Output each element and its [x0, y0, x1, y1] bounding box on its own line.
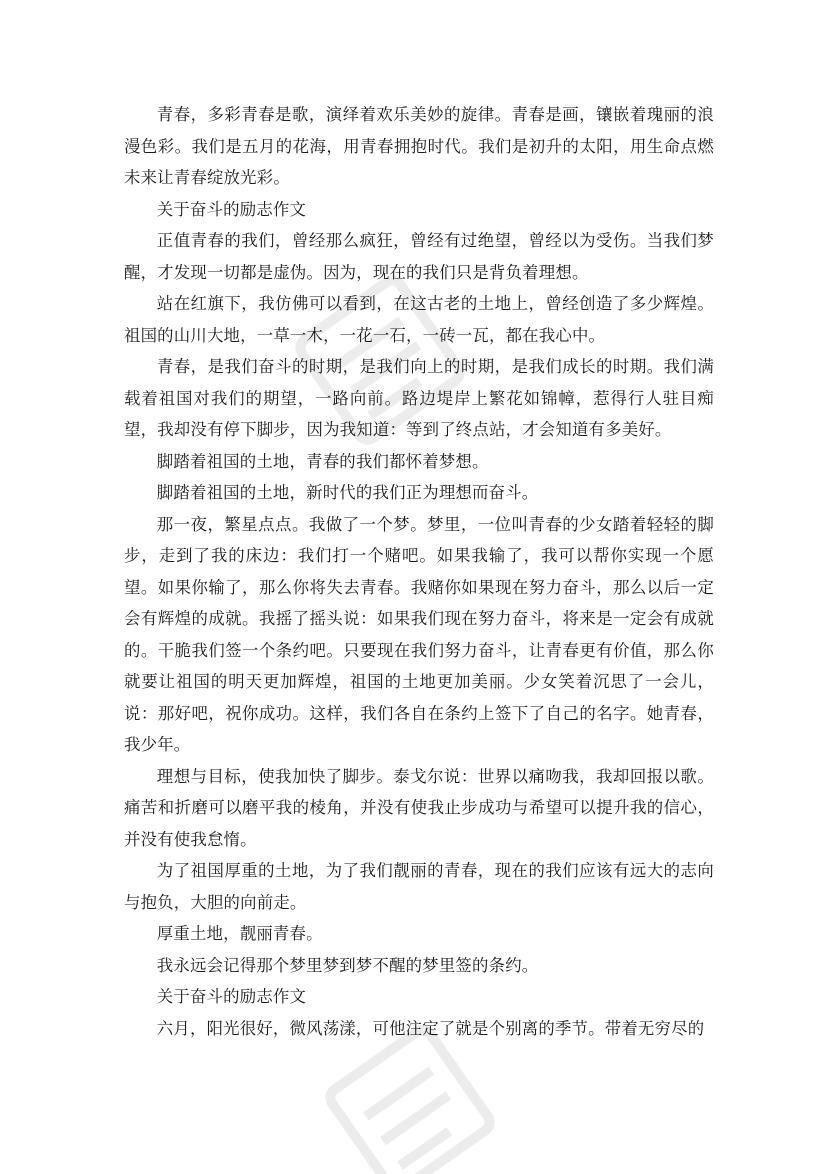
- paragraph: 为了祖国厚重的土地，为了我们靓丽的青春，现在的我们应该有远大的志向与抱负，大胆的向前走。: [124, 861, 714, 912]
- section-heading: 关于奋斗的励志作文: [156, 199, 307, 219]
- paragraph: 我永远会记得那个梦里梦到梦不醒的梦里签的条约。: [156, 955, 539, 975]
- paragraph: 厚重土地，靓丽青春。: [156, 924, 323, 943]
- paragraph: 六月，阳光很好，微风荡漾，可他注定了就是个别离的季节。带着无穷尽的: [156, 1018, 705, 1038]
- paragraph: 理想与目标，使我加快了脚步。泰戈尔说：世界以痛吻我，我却回报以歌。痛苦和折磨可以磨平我的棱角，并没有使我止步成功与希望可以提升我的信心，并没有使我怠惰。: [124, 766, 714, 849]
- paragraph: 那一夜，繁星点点。我做了一个梦。梦里，一位叫青春的少女踏着轻轻的脚步，走到了我的床边：我们打一个赌吧。如果我输了，我可以帮你实现一个愿望。如果你输了，那么你将失去青春。我赌你如果现在努力奋斗，那么以后一定会有辉煌的成就。我摇了摇头说：如果我们现在努力奋斗，将来是一定会有成就的。干脆我们签一个条约吧。只要现在我们努力奋斗，让青春更有价值，那么你就要让祖国的明天更加辉煌，祖国的土地更加美丽。少女笑着沉思了一会儿，说：那好吧，祝你成功。这样，我们各自在条约上签下了自己的名字。她青春，我少年。: [124, 514, 714, 754]
- paragraph: 脚踏着祖国的土地，新时代的我们正为理想而奋斗。: [156, 483, 539, 502]
- article-body: [124, 99, 714, 1044]
- paragraph: 青春，多彩青春是歌，演绎着欢乐美妙的旋律。青春是画，镶嵌着瑰丽的浪漫色彩。我们是五月的花海，用青春拥抱时代。我们是初升的太阳，用生命点燃未来让青春绽放光彩。: [124, 105, 714, 187]
- paragraph: 脚踏着祖国的土地，青春的我们都怀着梦想。: [156, 451, 489, 471]
- paragraph: 青春，是我们奋斗的时期，是我们向上的时期，是我们成长的时期。我们满载着祖国对我们的期望，一路向前。路边堤岸上繁花如锦幛，惹得行人驻目痴望，我却没有停下脚步，因为我知道：等到了终点站，才会知道有多美好。: [124, 357, 714, 439]
- paragraph: 正值青春的我们，曾经那么疯狂，曾经有过绝望，曾经以为受伤。当我们梦醒，才发现一切都是虚伪。因为，现在的我们只是背负着理想。: [124, 231, 714, 282]
- section-heading: 关于奋斗的励志作文: [156, 987, 307, 1006]
- paragraph: 站在红旗下，我仿佛可以看到，在这古老的土地上，曾经创造了多少辉煌。祖国的山川大地，一草一木，一花一石，一砖一瓦，都在我心中。: [124, 294, 714, 345]
